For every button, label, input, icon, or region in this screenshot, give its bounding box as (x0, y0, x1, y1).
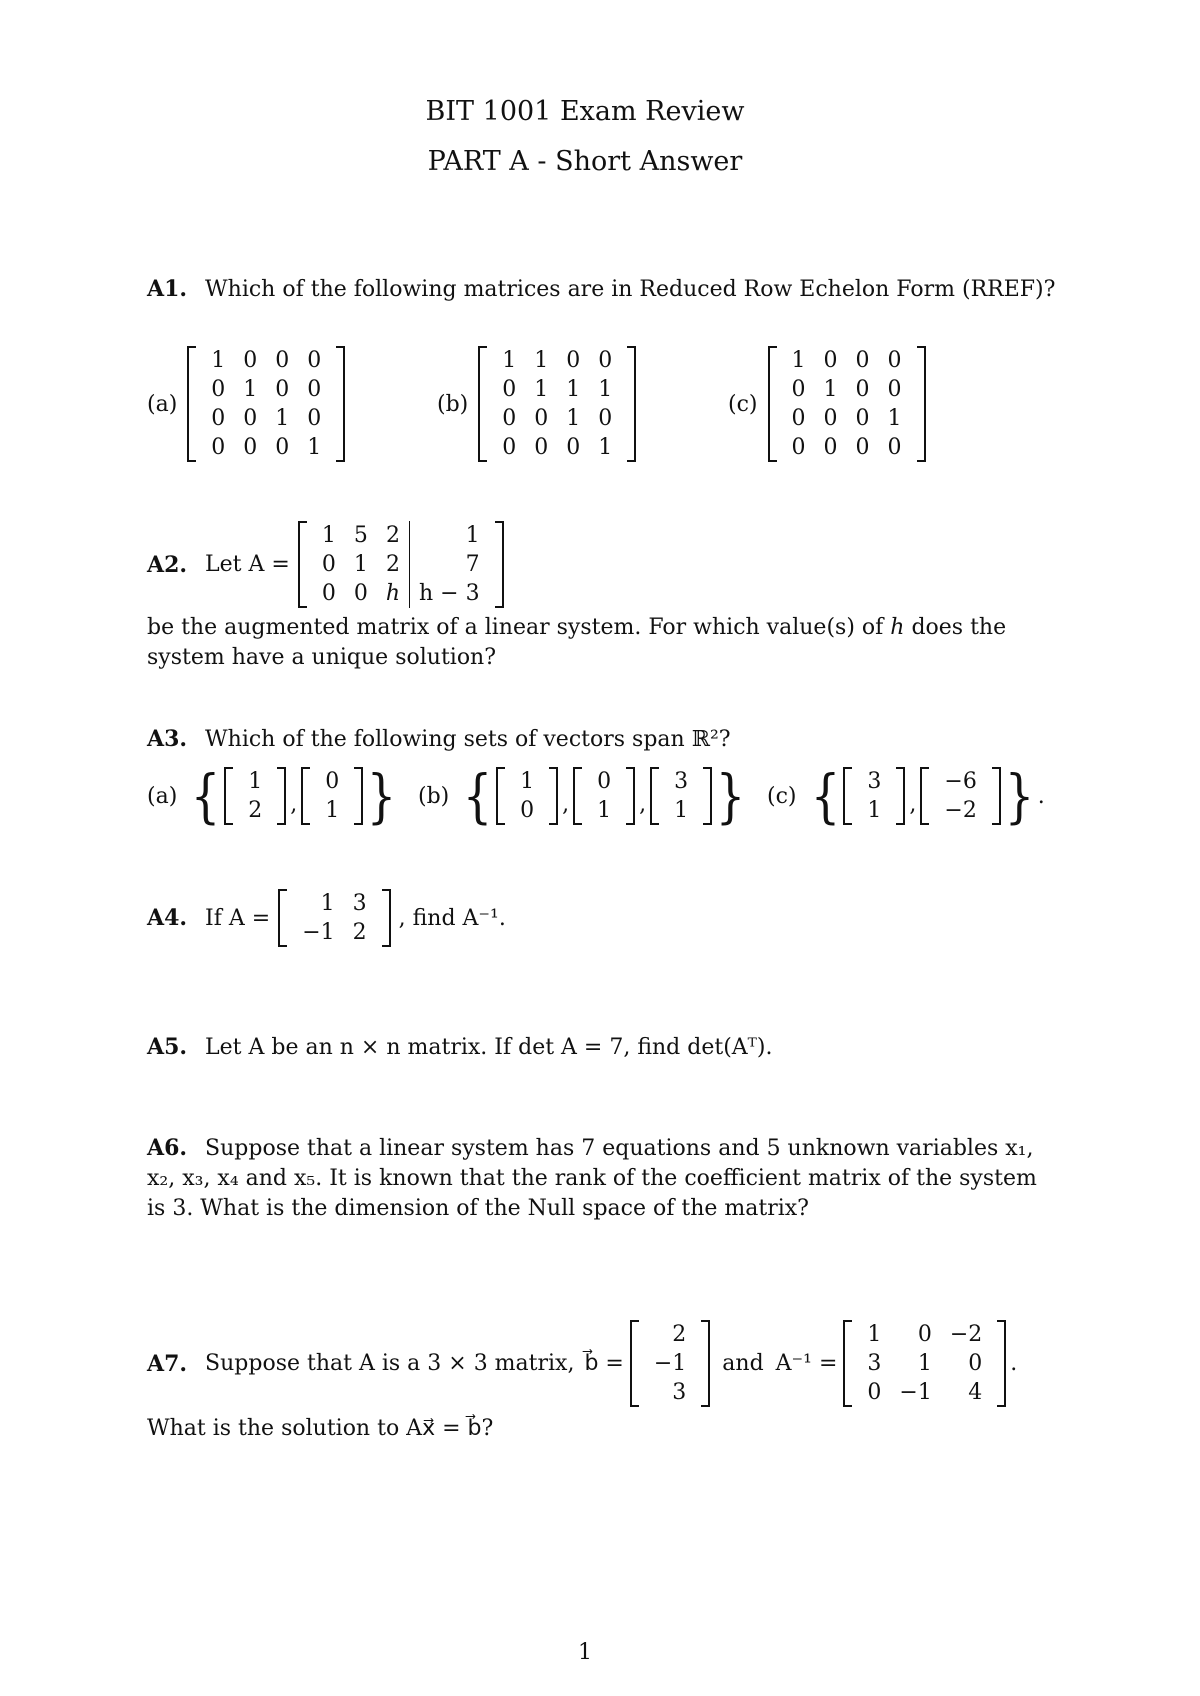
matrix-entry: −1 (899, 1380, 932, 1405)
matrix-entry: 0 (307, 348, 322, 373)
matrix-entry: 3 (674, 769, 689, 794)
matrix-entry: 1 (566, 406, 581, 431)
a-inverse-label: A⁻¹ = (775, 1351, 838, 1376)
question-number: A3. (147, 726, 188, 752)
matrix-entry: 0 (823, 435, 838, 460)
matrix-entry: 1 (320, 891, 335, 916)
matrix-entry: 0 (566, 435, 581, 460)
left-bracket (920, 767, 929, 825)
matrix-entry: 0 (243, 348, 258, 373)
matrix-entry: 1 (520, 769, 535, 794)
matrix-entry: 0 (791, 406, 806, 431)
column-vector (301, 767, 363, 825)
matrix-entry: 0 (321, 581, 336, 606)
question-number: A1. (147, 276, 188, 302)
matrix-entry: 2 (377, 550, 410, 579)
question-prefix: Let A = (205, 552, 290, 577)
right-brace: } (715, 762, 746, 830)
matrix-entry: 1 (674, 798, 689, 823)
matrix-entry: 2 (248, 798, 263, 823)
matrix-entry: h (377, 579, 410, 608)
matrix-entry: 1 (534, 377, 549, 402)
question-a1 (147, 276, 1055, 302)
question-number: A7. (147, 1350, 188, 1377)
matrix-entry: 2 (377, 521, 410, 550)
matrix-entry: 0 (887, 377, 902, 402)
question-a6 (147, 1133, 1052, 1224)
left-bracket (843, 767, 852, 825)
matrix-entry: 0 (321, 552, 336, 577)
a3-period: . (1037, 783, 1045, 809)
right-bracket (992, 767, 1001, 825)
matrix-entry: 1 (502, 348, 517, 373)
vector-set-b (459, 762, 749, 830)
matrix-entry: −1 (653, 1351, 687, 1376)
matrix-entry: 0 (502, 377, 517, 402)
vector-set-c (807, 762, 1038, 830)
question-number: A6. (147, 1135, 188, 1161)
a3-option-c (767, 762, 1045, 830)
left-brace: { (810, 762, 840, 830)
column-vector (920, 767, 1000, 825)
matrix-entry: 1 (465, 523, 480, 548)
right-bracket (382, 889, 391, 947)
matrix-entry: h − 3 (419, 581, 480, 606)
right-bracket (626, 767, 635, 825)
matrix-entry: 0 (598, 406, 613, 431)
b-vector-label: b⃗ = (584, 1351, 624, 1376)
left-bracket (478, 346, 487, 462)
matrix-entry: 0 (887, 348, 902, 373)
left-bracket (768, 346, 777, 462)
option-label: (a) (147, 391, 178, 417)
matrix-entry: 4 (968, 1380, 983, 1405)
augmented-matrix (298, 521, 504, 608)
right-bracket (627, 346, 636, 462)
left-bracket (224, 767, 233, 825)
right-brace: } (1004, 762, 1035, 830)
question-a2 (147, 521, 504, 608)
a1-option-b (437, 346, 636, 462)
column-vector (496, 767, 558, 825)
right-bracket (703, 767, 712, 825)
matrix-entry: 0 (520, 798, 535, 823)
question-prefix: Suppose that A is a 3 × 3 matrix, (205, 1351, 575, 1376)
a3-option-a (147, 762, 400, 830)
a3-option-b (418, 762, 749, 830)
matrix-entry: 1 (791, 348, 806, 373)
matrix-entry: 1 (598, 435, 613, 460)
separator-comma: , (562, 792, 570, 817)
matrix-entry: −6 (944, 769, 977, 794)
left-bracket (301, 767, 310, 825)
a1-option-c (728, 346, 926, 462)
matrix-entry: 1 (917, 1351, 932, 1376)
matrix-entry: 0 (307, 377, 322, 402)
right-bracket (701, 1320, 710, 1407)
matrix-entry: 0 (598, 348, 613, 373)
matrix-entry: 0 (968, 1351, 983, 1376)
right-bracket (495, 521, 504, 608)
document-subtitle: PART A - Short Answer (427, 146, 743, 177)
a1-option-a (147, 346, 345, 462)
matrix-entry: 0 (502, 406, 517, 431)
separator-comma: , (639, 792, 647, 817)
matrix-entry: 3 (672, 1380, 687, 1405)
matrix-entry: 0 (534, 435, 549, 460)
matrix-entry: 0 (243, 435, 258, 460)
document-title: BIT 1001 Exam Review (425, 96, 745, 127)
matrix-entry: 1 (243, 377, 258, 402)
matrix-a1-a (187, 346, 345, 462)
matrix-entry: 0 (791, 377, 806, 402)
matrix-entry: 0 (275, 377, 290, 402)
question-text: Which of the following sets of vectors span ℝ²? (205, 726, 731, 752)
matrix-a1-c (768, 346, 926, 462)
right-bracket (277, 767, 286, 825)
page-number: 1 (578, 1640, 592, 1665)
matrix-entry: 1 (566, 377, 581, 402)
right-bracket (917, 346, 926, 462)
right-bracket (354, 767, 363, 825)
separator-comma: , (909, 792, 917, 817)
matrix-entry: 0 (275, 348, 290, 373)
question-a4 (147, 889, 506, 947)
a7-period: . (1010, 1351, 1018, 1376)
and-text: and (722, 1351, 764, 1376)
question-number: A4. (147, 905, 188, 931)
matrix-a4 (278, 889, 390, 947)
a2-question-text (147, 613, 1027, 673)
matrix-entry: 0 (275, 435, 290, 460)
question-number: A5. (147, 1034, 188, 1060)
matrix-entry: 3 (867, 769, 882, 794)
a7-question: What is the solution to Ax⃗ = b⃗? (147, 1416, 494, 1441)
matrix-entry: 1 (211, 348, 226, 373)
right-brace: } (366, 762, 397, 830)
right-bracket (896, 767, 905, 825)
matrix-entry: 0 (307, 406, 322, 431)
column-vector (573, 767, 635, 825)
vector-set-a (187, 762, 400, 830)
matrix-entry: 0 (211, 406, 226, 431)
column-vector (650, 767, 712, 825)
a-inverse-matrix (843, 1320, 1006, 1407)
left-bracket (278, 889, 287, 947)
matrix-entry: 0 (566, 348, 581, 373)
matrix-entry: 0 (502, 435, 517, 460)
question-a5 (147, 1034, 772, 1060)
matrix-entry: 0 (917, 1322, 932, 1347)
matrix-entry: 0 (887, 435, 902, 460)
matrix-entry: 0 (211, 435, 226, 460)
matrix-entry: 0 (855, 435, 870, 460)
matrix-entry: 1 (823, 377, 838, 402)
matrix-entry: 0 (867, 1380, 882, 1405)
matrix-entry: −2 (944, 798, 977, 823)
matrix-entry: 2 (352, 920, 367, 945)
left-brace: { (462, 762, 493, 830)
a2-variable: h (890, 615, 905, 640)
column-vector (224, 767, 286, 825)
matrix-entry: 1 (307, 435, 322, 460)
option-label: (b) (418, 783, 450, 809)
right-bracket (336, 346, 345, 462)
matrix-entry: 2 (672, 1322, 687, 1347)
matrix-entry: −1 (302, 920, 335, 945)
left-bracket (650, 767, 659, 825)
matrix-entry: 3 (352, 891, 367, 916)
question-text: Let A be an n × n matrix. If det A = 7, find det(Aᵀ). (205, 1034, 773, 1060)
matrix-entry: 0 (823, 348, 838, 373)
question-number: A2. (147, 551, 188, 578)
left-bracket (630, 1320, 639, 1407)
left-bracket (187, 346, 196, 462)
matrix-entry: 1 (248, 769, 263, 794)
matrix-entry: 0 (211, 377, 226, 402)
left-bracket (573, 767, 582, 825)
a2-text-part2: does the system have a unique solution? (147, 615, 1007, 670)
left-bracket (496, 767, 505, 825)
matrix-entry: 0 (823, 406, 838, 431)
question-a3 (147, 726, 731, 752)
right-bracket (997, 1320, 1006, 1407)
matrix-entry: 0 (353, 581, 368, 606)
matrix-entry: 1 (597, 798, 612, 823)
option-label: (b) (437, 391, 469, 417)
question-prefix: If A = (205, 905, 271, 931)
option-label: (c) (767, 783, 797, 809)
a2-text-part1: be the augmented matrix of a linear system. For which value(s) of (147, 615, 891, 640)
question-text: Which of the following matrices are in Reduced Row Echelon Form (RREF)? (205, 276, 1056, 302)
question-a7 (147, 1320, 1017, 1407)
option-label: (a) (147, 783, 178, 809)
matrix-a1-b (478, 346, 636, 462)
option-label: (c) (728, 391, 758, 417)
matrix-entry: 0 (855, 348, 870, 373)
left-brace: { (190, 762, 221, 830)
separator-comma: , (290, 792, 298, 817)
matrix-entry: 0 (791, 435, 806, 460)
matrix-entry: 1 (598, 377, 613, 402)
right-bracket (549, 767, 558, 825)
matrix-entry: 0 (855, 377, 870, 402)
question-text: Suppose that a linear system has 7 equations and 5 unknown variables x₁, x₂, x₃, x₄ and x₅. It is known that the rank of the coefficient matrix of the system is 3. What is the dimension of the Null space of the matrix? (147, 1136, 1037, 1221)
column-vector (843, 767, 905, 825)
matrix-entry: 0 (597, 769, 612, 794)
matrix-entry: 1 (867, 1322, 882, 1347)
matrix-entry: 1 (275, 406, 290, 431)
matrix-entry: −2 (949, 1322, 983, 1347)
matrix-entry: 0 (534, 406, 549, 431)
left-bracket (298, 521, 307, 608)
left-bracket (843, 1320, 852, 1407)
b-vector (630, 1320, 710, 1407)
matrix-entry: 1 (534, 348, 549, 373)
matrix-entry: 0 (325, 769, 340, 794)
matrix-entry: 3 (867, 1351, 882, 1376)
matrix-entry: 1 (321, 523, 336, 548)
matrix-entry: 1 (867, 798, 882, 823)
matrix-entry: 0 (855, 406, 870, 431)
question-suffix: , find A⁻¹. (398, 905, 506, 931)
matrix-entry: 5 (353, 523, 368, 548)
matrix-entry: 1 (353, 552, 368, 577)
matrix-entry: 1 (325, 798, 340, 823)
matrix-entry: 0 (243, 406, 258, 431)
matrix-entry: 1 (887, 406, 902, 431)
matrix-entry: 7 (465, 552, 480, 577)
